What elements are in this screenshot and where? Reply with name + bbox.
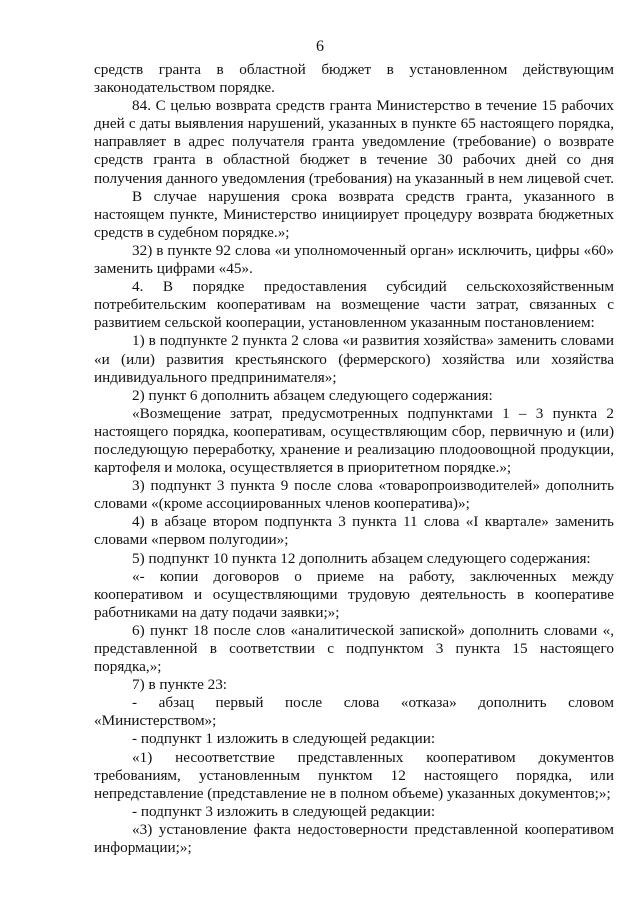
paragraph-violation: В случае нарушения срока возврата средств гранта, указанного в настоящем пункте, Министерство инициирует процедуру возврата бюджетных средств в судебном порядке.»; bbox=[94, 187, 614, 241]
paragraph-32: 32) в пункте 92 слова «и уполномоченный орган» исключить, цифры «60» заменить цифрами «45». bbox=[94, 241, 614, 278]
paragraph-4-7-c: - подпункт 3 изложить в следующей редакции: bbox=[132, 802, 436, 820]
paragraph-4-7-a: - абзац первый после слова «отказа» дополнить словом «Министерством»; bbox=[94, 694, 614, 730]
paragraph-4-1: 1) в подпункте 2 пункта 2 слова «и развития хозяйства» заменить словами «и (или) развития крестьянского (фермерского) хозяйства или хозяйства индивидуального предпринимателя»; bbox=[94, 332, 614, 386]
paragraph-4-7-b: - подпункт 1 изложить в следующей редакции: bbox=[132, 730, 436, 748]
paragraph-4-7-c-quote: «3) установление факта недостоверности представленной кооперативом информации;»; bbox=[94, 820, 614, 857]
paragraph-continuation: средств гранта в областной бюджет в установленном действующим законодательством порядке. bbox=[94, 61, 614, 97]
document-body bbox=[94, 61, 614, 857]
paragraph-4: 4. В порядке предоставления субсидий сельскохозяйственным потребительским кооперативам на возмещение части затрат, связанных с развитием сельской кооперации, установленном указанным постановлением: bbox=[94, 278, 614, 332]
paragraph-4-6: 6) пункт 18 после слов «аналитической запиской» дополнить словами «, представленной в соответствии с подпунктом 3 пункта 15 настоящего порядка,»; bbox=[94, 621, 614, 676]
paragraph-4-2-quote: «Возмещение затрат, предусмотренных подпунктами 1 – 3 пункта 2 настоящего порядка, кооперативам, осуществляющим сбор, первичную и (или) последующую переработку, хранение и реализацию плодоовощной продукции, картофеля и молока, осуществляется в приоритетном порядке.»; bbox=[94, 404, 614, 477]
paragraph-4-5-quote: «- копии договоров о приеме на работу, заключенных между кооперативом и осуществляющими трудовую деятельность в кооперативе работниками на дату подачи заявки;»; bbox=[94, 567, 614, 621]
paragraph-84: 84. С целью возврата средств гранта Министерство в течение 15 рабочих дней с даты выявления нарушений, указанных в пункте 65 настоящего порядка, направляет в адрес получателя гранта уведомление (требование) о возврате средств гранта в областной бюджет в течение 30 рабочих дней со дня получения данного уведомления (требования) на указанный в нем лицевой счет. bbox=[94, 97, 615, 187]
paragraph-4-4: 4) в абзаце втором подпункта 3 пункта 11 слова «I квартале» заменить словами «первом полугодии»; bbox=[94, 513, 614, 549]
paragraph-4-7-b-quote: «1) несоответствие представленных кооперативом документов требованиям, установленным пунктом 12 настоящего порядка, или непредставление (представление не в полном объеме) указанных документов;»; bbox=[94, 748, 614, 802]
paragraph-4-3: 3) подпункт 3 пункта 9 после слова «товаропроизводителей» дополнить словами «(кроме ассоциированных членов кооператива)»; bbox=[94, 477, 614, 513]
paragraph-4-2: 2) пункт 6 дополнить абзацем следующего содержания: bbox=[132, 386, 493, 404]
paragraph-4-7: 7) в пункте 23: bbox=[132, 676, 228, 694]
paragraph-4-5: 5) подпункт 10 пункта 12 дополнить абзацем следующего содержания: bbox=[132, 549, 591, 567]
page-number: 6 bbox=[316, 38, 324, 55]
